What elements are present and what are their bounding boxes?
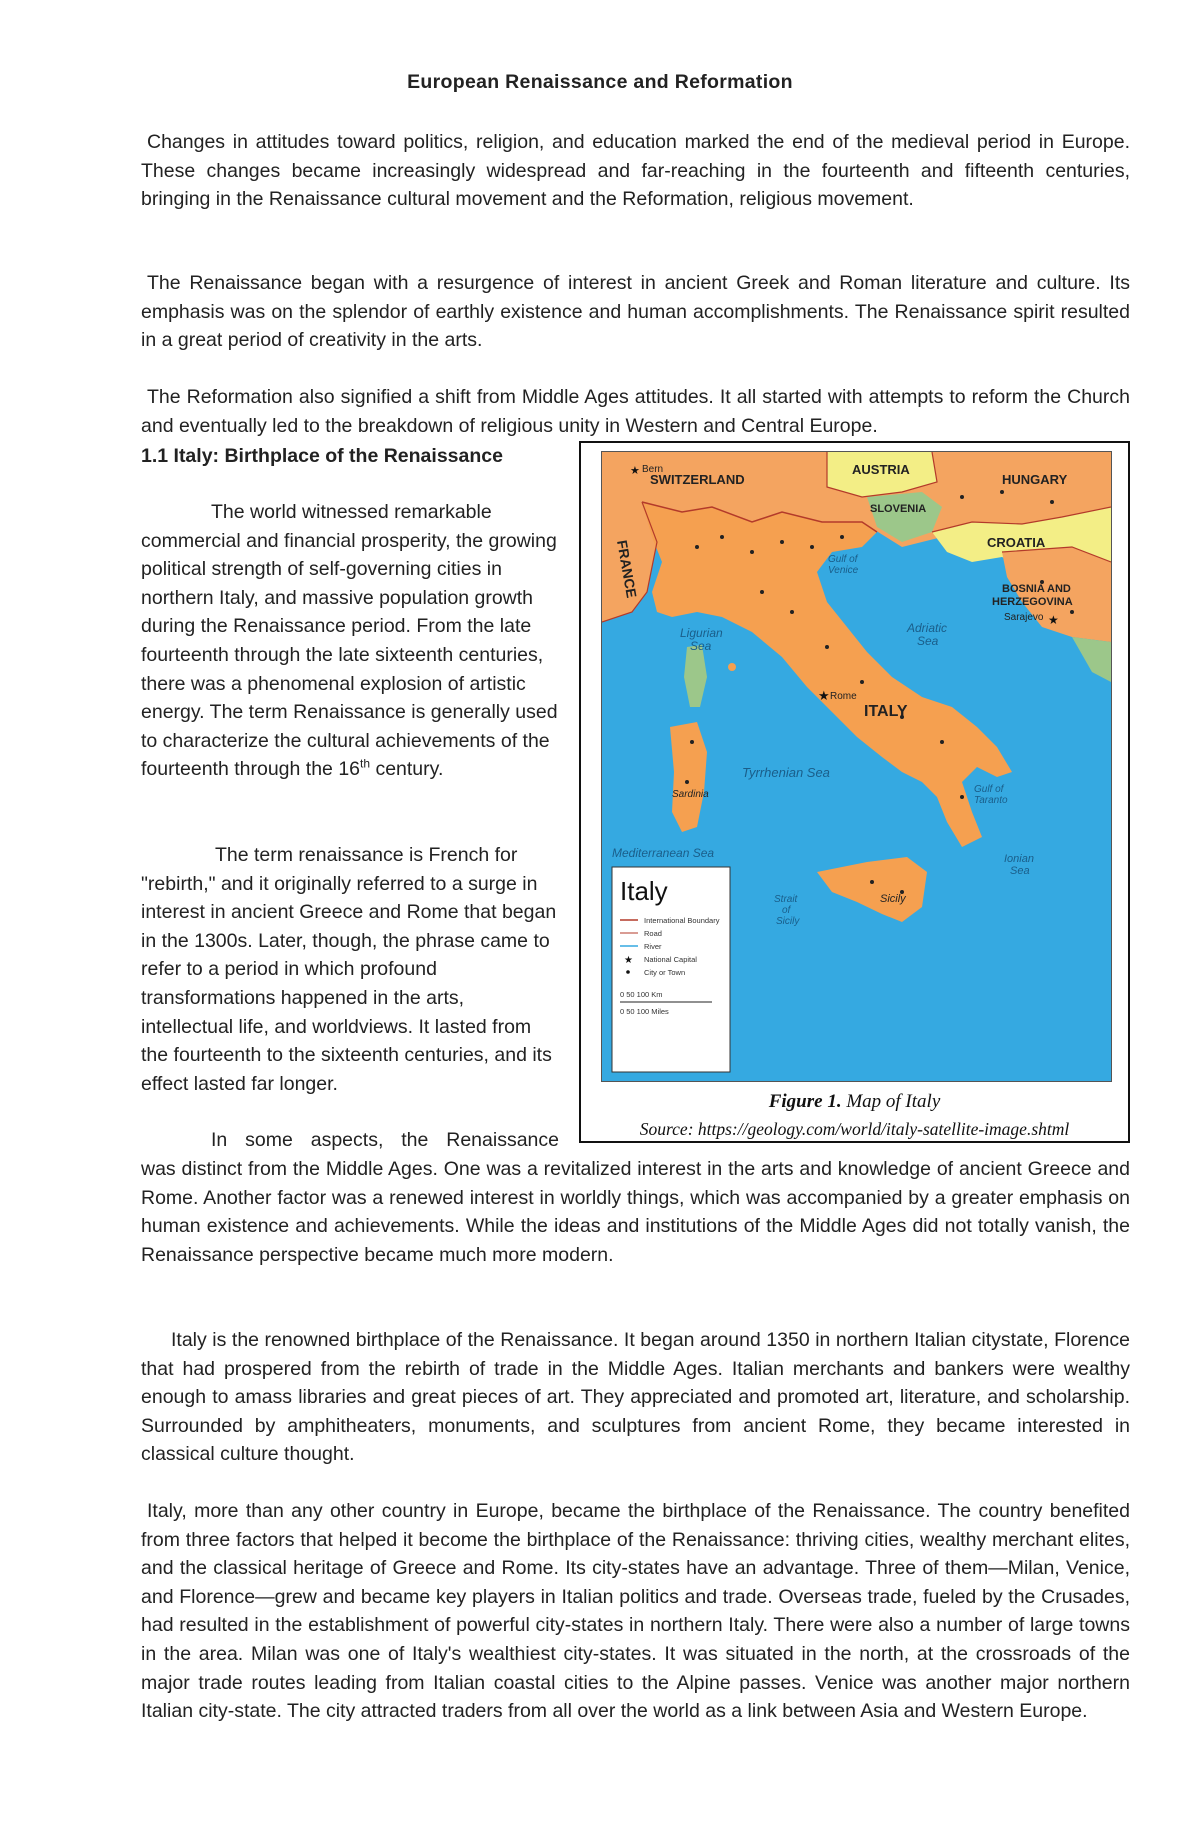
sarajevo-capital-star-icon: ★ [1048,613,1059,627]
map-label-hungary: HUNGARY [1002,472,1068,487]
city-marker [790,610,794,614]
map-label-venice-gulf-1: Gulf of [828,554,858,565]
map-label-sardinia: Sardinia [672,789,709,800]
map-label-ionian-1: Ionian [1004,853,1034,865]
map-label-sarajevo: Sarajevo [1004,612,1044,623]
city-marker [810,545,814,549]
map-label-france: FRANCE [614,538,640,600]
rome-capital-star-icon: ★ [818,689,830,704]
legend-scale-km: 0 50 100 Km [620,990,663,999]
city-marker [685,780,689,784]
map-label-ligurian-2: Sea [690,639,712,653]
city-marker [690,740,694,744]
legend-item-4: National Capital [644,955,697,964]
city-marker [1000,490,1004,494]
map-label-strait-1: Strait [774,894,798,905]
intro-paragraph-3: The Reformation also signified a shift from Middle Ages attitudes. It all started with attempts to reform the Church and eventually led to the breakdown of religious unity in Western and Central Europe. [141,386,1130,437]
map-label-sicily: Sicily [880,893,906,905]
figure-caption: Figure 1. Map of Italy [768,1091,941,1112]
map-label-italy: ITALY [864,703,908,720]
legend-item-1: International Boundary [644,916,720,925]
city-marker [960,495,964,499]
map-label-adriatic-1: Adriatic [907,621,948,635]
section-paragraph-1: The world witnessed remarkable commercial and financial prosperity, the growing political strength of self-governing cities in northern Italy, and massive population growth during the Renaissance period. From the late fourteenth through the late sixteenth centuries, there was a phenomenal explosion of artistic energy. The term Renaissance is generally used to characterize the cultural achievements of the fourteenth through the 16th century. [141,501,558,781]
figure-source: Source: https://geology.com/world/italy-satellite-image.shtml [639,1119,1070,1139]
map-label-switzerland: SWITZERLAND [650,472,745,487]
section-paragraph-3-rest: was distinct from the Middle Ages. One was a revitalized interest in the arts and knowledge of ancient Greece and Rome. Another factor was a renewed interest in worldly things, which was accompanied by a greater emphasis on human existence and achievements. While the ideas and institutions of the Middle Ages did not totally vanish, the Renaissance perspective became much more modern. [141,1158,1130,1266]
elba-island [728,663,736,671]
map-legend [612,867,730,1072]
city-marker [750,550,754,554]
city-marker [695,545,699,549]
city-marker [780,540,784,544]
legend-item-2: Road [644,929,662,938]
map-label-tyrrhenian: Tyrrhenian Sea [742,765,830,780]
map-label-ligurian-1: Ligurian [680,626,723,640]
legend-scale-miles: 0 50 100 Miles [620,1007,669,1016]
city-marker [825,645,829,649]
city-marker [860,680,864,684]
section-paragraph-5: Italy, more than any other country in Europe, became the birthplace of the Renaissance. The country benefited from three factors that helped it become the birthplace of the Renaissance: thriving cities, wealthy merchant elites, and the classical heritage of Greece and Rome. Its city-states have an advantage. Three of them—Milan, Venice, and Florence—grew and became key players in Italian politics and trade. Overseas trade, fueled by the Crusades, had resulted in the establishment of powerful city-states in northern Italy. There were also a number of large towns in the area. Milan was one of Italy's wealthiest city-states. It was situated in the north, at the crossroads of the major trade routes leading from Italian coastal cities to the Alpine passes. Venice was another major northern Italian city-state. The city attracted traders from all over the world as a link between Asia and Western Europe. [141,1500,1130,1723]
legend-item-3: River [644,942,662,951]
city-marker [760,590,764,594]
city-marker [1050,500,1054,504]
city-marker [940,740,944,744]
map-label-austria: AUSTRIA [852,462,910,477]
map-label-croatia: CROATIA [987,535,1046,550]
section-paragraph-2: The term renaissance is French for "rebirth," and it originally referred to a surge in interest in ancient Greece and Rome that began in the 1300s. Later, though, the phrase came to refer to a period in which profound transformations happened in the arts, intellectual life, and worldviews. It lasted from the fourteenth to the sixteenth centuries, and its effect lasted far longer. [141,844,557,1095]
intro-paragraph-1: Changes in attitudes toward politics, religion, and education marked the end of the medieval period in Europe. These changes became increasingly widespread and far-reaching in the fourteenth and fifteenth centuries, bringing in the Renaissance cultural movement and the Reformation, religious movement. [141,131,1130,211]
map-label-strait-3: Sicily [776,916,800,927]
map-label-taranto-2: Taranto [974,795,1008,806]
section-paragraph-3-start: In some aspects, the Renaissance [211,1129,559,1151]
section-paragraph-4: Italy is the renowned birthplace of the Renaissance. It began around 1350 in northern Italian citystate, Florence that had prospered from the rebirth of trade in the Middle Ages. Italian merchants and bankers were wealthy enough to amass libraries and great pieces of art. They appreciated and promoted art, literature, and scholarship. Surrounded by amphitheaters, monuments, and sculptures from ancient Rome, they became interested in classical culture thought. [141,1329,1130,1466]
intro-paragraph-2: The Renaissance began with a resurgence of interest in ancient Greek and Roman literature and culture. Its emphasis was on the splendor of earthly existence and human accomplishments. The Renaissance spirit resulted in a great period of creativity in the arts. [141,272,1130,352]
city-marker [720,535,724,539]
italy-map [601,451,1112,1082]
italy-map-svg [602,452,1111,1081]
map-label-taranto-1: Gulf of [974,784,1004,795]
document-title: European Renaissance and Reformation [407,71,793,93]
map-label-slovenia: SLOVENIA [870,503,927,515]
map-label-bosnia-1: BOSNIA AND [1002,583,1071,595]
map-label-venice-gulf-2: Venice [828,565,859,576]
section-heading: 1.1 Italy: Birthplace of the Renaissance [141,445,503,467]
map-label-mediterranean: Mediterranean Sea [612,846,715,860]
map-label-bosnia-2: HERZEGOVINA [992,596,1073,608]
legend-item-5: City or Town [644,968,686,977]
legend-title: Italy [620,876,668,906]
city-marker [870,880,874,884]
map-label-rome: Rome [830,691,857,702]
legend-city-dot-icon [626,970,630,974]
legend-capital-star-icon: ★ [624,955,633,966]
city-marker [1070,610,1074,614]
city-marker [840,535,844,539]
map-label-adriatic-2: Sea [917,634,939,648]
city-marker [960,795,964,799]
map-label-bern: Bern [642,464,664,475]
bern-capital-star-icon: ★ [630,464,640,477]
map-label-strait-2: of [782,905,791,916]
map-label-ionian-2: Sea [1010,865,1030,877]
